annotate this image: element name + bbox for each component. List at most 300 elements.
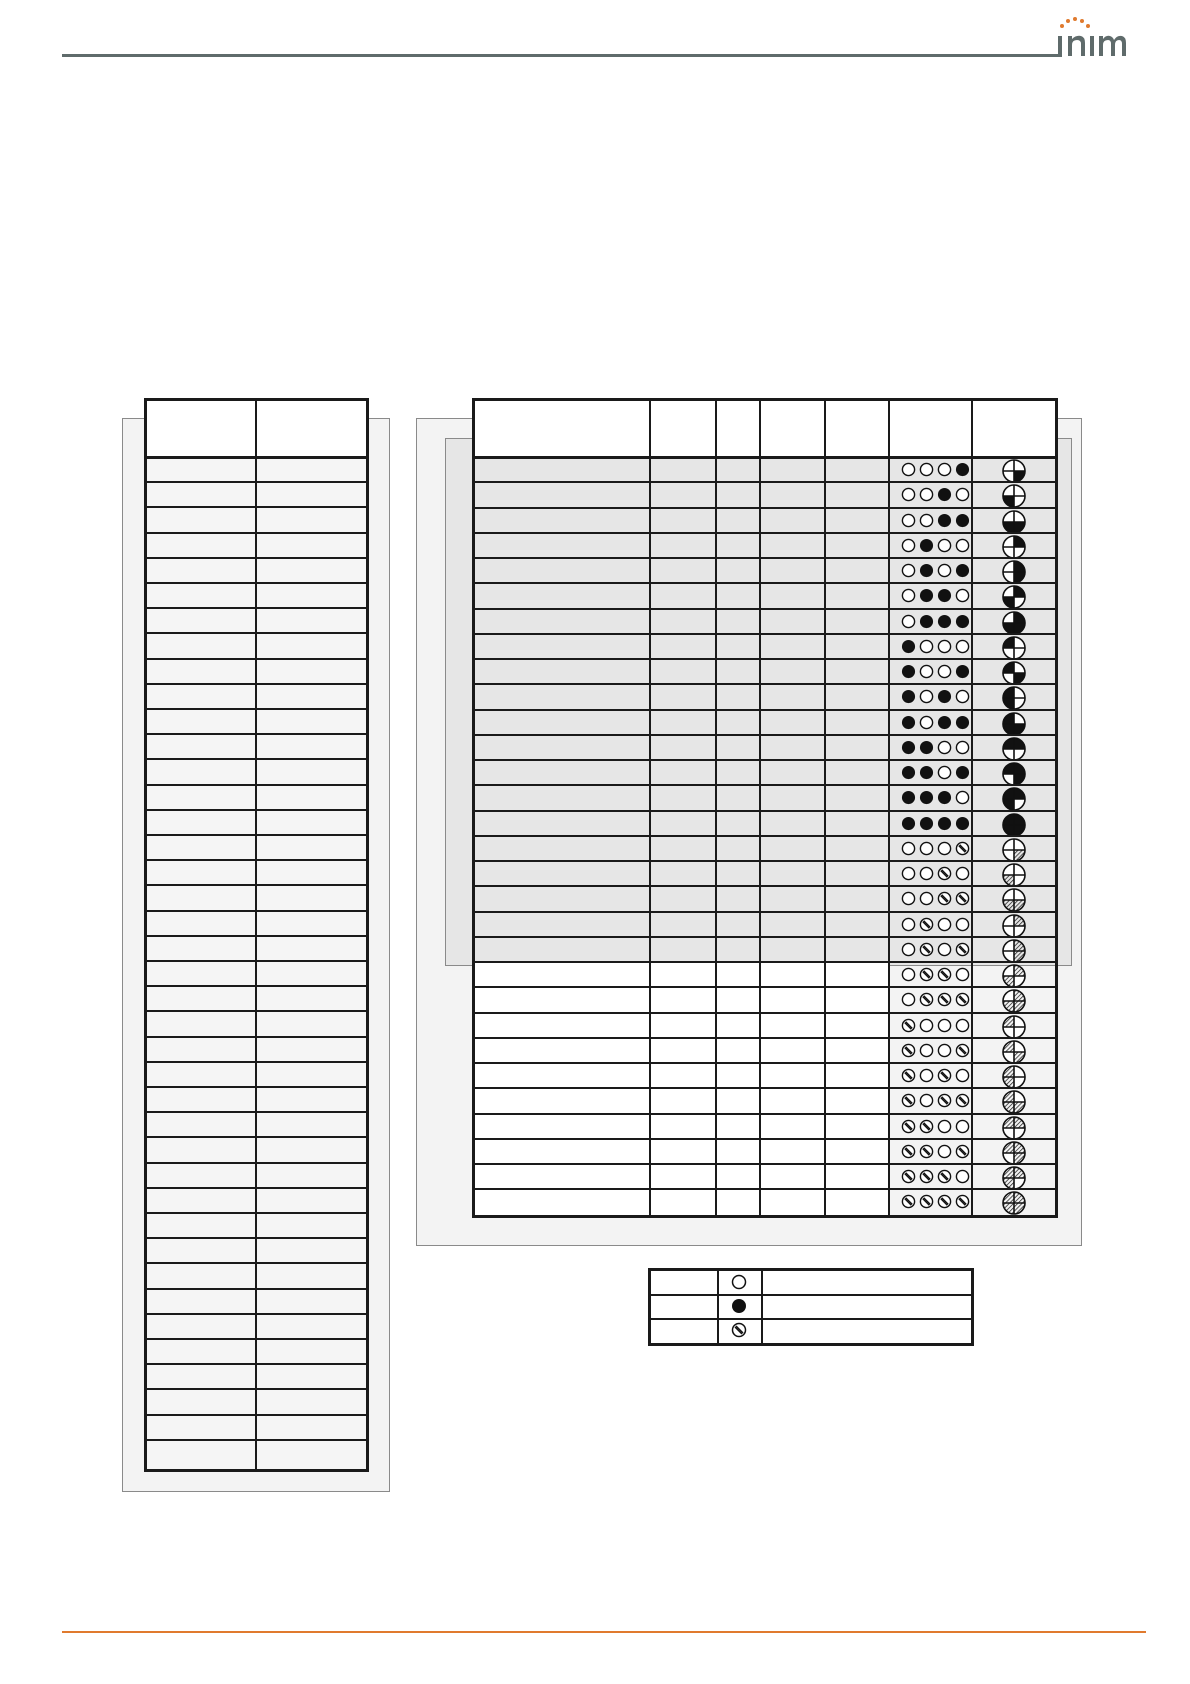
filled-dot-icon <box>955 816 970 831</box>
quadrant-indicator-icon <box>1001 1039 1027 1065</box>
filled-dot-icon <box>955 614 970 629</box>
open-dot-icon <box>919 1043 934 1058</box>
quadrant-indicator-icon <box>1001 913 1027 939</box>
table-row <box>475 862 888 887</box>
table-row <box>475 963 888 988</box>
table-row <box>475 761 888 786</box>
open-dot-icon <box>919 891 934 906</box>
hatched-dot-icon <box>901 1068 916 1083</box>
open-dot-icon <box>955 639 970 654</box>
dot-pattern <box>901 513 970 528</box>
row-divider <box>147 1237 366 1239</box>
row-divider <box>475 608 1055 610</box>
open-dot-icon <box>937 563 952 578</box>
quadrant-indicator-icon <box>1001 635 1027 661</box>
row-divider <box>475 1012 1055 1014</box>
quadrant-indicator-icon <box>1001 509 1027 535</box>
row-divider <box>147 683 366 685</box>
hatched-dot-icon <box>919 1144 934 1159</box>
open-dot-icon <box>901 992 916 1007</box>
legend-symbol <box>731 1274 747 1295</box>
inim-logo <box>1054 16 1144 60</box>
dot-pattern <box>901 538 970 553</box>
legend-row <box>651 1319 971 1343</box>
row-divider <box>147 632 366 634</box>
open-dot-icon <box>901 841 916 856</box>
row-divider <box>475 481 1055 483</box>
open-dot-icon <box>937 841 952 856</box>
dot-pattern <box>901 1093 970 1108</box>
quadrant-indicator-icon <box>1001 610 1027 636</box>
filled-dot-icon <box>955 664 970 679</box>
left-table <box>144 398 369 1472</box>
open-dot-icon <box>919 513 934 528</box>
open-dot-icon <box>937 942 952 957</box>
open-dot-icon <box>901 967 916 982</box>
row-divider <box>475 734 1055 736</box>
row-divider <box>147 1439 366 1441</box>
quadrant-indicator-icon <box>1001 1014 1027 1040</box>
dot-pattern <box>901 942 970 957</box>
table-row <box>475 786 888 811</box>
table-row <box>475 534 888 559</box>
filled-dot-icon <box>919 816 934 831</box>
filled-dot-icon <box>919 740 934 755</box>
open-dot-icon <box>901 866 916 881</box>
table-row <box>475 913 888 938</box>
dot-pattern <box>901 462 970 477</box>
table-row <box>475 635 888 660</box>
row-divider <box>147 1288 366 1290</box>
open-dot-icon <box>919 487 934 502</box>
quadrant-indicator-icon <box>1001 584 1027 610</box>
row-divider <box>475 532 1055 534</box>
quadrant-indicator-icon <box>1001 736 1027 762</box>
quadrant-indicator-icon <box>1001 963 1027 989</box>
row-divider <box>147 1111 366 1113</box>
row-divider <box>651 1294 971 1296</box>
column-divider <box>759 401 761 1215</box>
row-divider <box>147 658 366 660</box>
open-dot-icon <box>901 891 916 906</box>
dot-pattern <box>901 841 970 856</box>
open-dot-icon <box>901 917 916 932</box>
quadrant-indicator-icon <box>1001 1165 1027 1191</box>
open-dot-icon <box>955 487 970 502</box>
filled-dot-icon <box>901 639 916 654</box>
dot-pattern <box>901 917 970 932</box>
hatched-dot-icon <box>901 1194 916 1209</box>
header-rule <box>62 54 1062 57</box>
filled-dot-icon <box>937 790 952 805</box>
dot-pattern <box>901 967 970 982</box>
table-row <box>475 1089 888 1114</box>
hatched-dot-icon <box>937 1068 952 1083</box>
row-divider <box>475 1062 1055 1064</box>
table-row <box>475 584 888 609</box>
table-row <box>475 1064 888 1089</box>
symbol-legend <box>648 1268 974 1346</box>
table-row <box>475 711 888 736</box>
filled-dot-icon <box>937 513 952 528</box>
hatched-dot-icon <box>955 1093 970 1108</box>
filled-dot-icon <box>919 588 934 603</box>
hatched-dot-icon <box>955 1043 970 1058</box>
open-dot-icon <box>901 538 916 553</box>
hatched-dot-icon <box>937 891 952 906</box>
open-dot-icon <box>955 967 970 982</box>
row-divider <box>147 1388 366 1390</box>
open-dot-icon <box>937 462 952 477</box>
dot-pattern <box>901 1194 970 1209</box>
row-divider <box>475 810 1055 812</box>
open-dot-icon <box>919 664 934 679</box>
row-divider <box>475 936 1055 938</box>
hatched-dot-icon <box>937 1194 952 1209</box>
open-dot-icon <box>901 462 916 477</box>
open-dot-icon <box>901 487 916 502</box>
row-divider <box>147 1010 366 1012</box>
filled-dot-icon <box>937 715 952 730</box>
dot-pattern <box>901 689 970 704</box>
open-dot-icon <box>937 1043 952 1058</box>
hatched-dot-icon <box>919 1119 934 1134</box>
header-divider <box>147 456 366 459</box>
legend-row <box>651 1295 971 1319</box>
hatched-dot-icon <box>919 967 934 982</box>
row-divider <box>147 1338 366 1340</box>
row-divider <box>147 557 366 559</box>
hatched-dot-icon <box>937 1093 952 1108</box>
hatched-dot-icon <box>937 992 952 1007</box>
hatched-dot-icon <box>919 1169 934 1184</box>
quadrant-indicator-icon <box>1001 812 1027 838</box>
open-dot-icon <box>937 538 952 553</box>
hatched-dot-icon <box>901 1119 916 1134</box>
table-row <box>475 1190 888 1215</box>
filled-dot-icon <box>937 614 952 629</box>
dot-pattern <box>901 614 970 629</box>
hatched-dot-icon <box>919 1194 934 1209</box>
quadrant-indicator-icon <box>1001 887 1027 913</box>
hatched-dot-icon <box>955 992 970 1007</box>
filled-dot-icon <box>937 689 952 704</box>
open-dot-icon <box>919 715 934 730</box>
hatched-dot-icon <box>901 1018 916 1033</box>
open-dot-icon <box>901 513 916 528</box>
row-divider <box>475 709 1055 711</box>
quadrant-indicator-icon <box>1001 761 1027 787</box>
row-divider <box>147 708 366 710</box>
row-divider <box>475 1138 1055 1140</box>
filled-dot-icon <box>901 765 916 780</box>
open-dot-icon <box>937 639 952 654</box>
column-divider <box>824 401 826 1215</box>
row-divider <box>147 834 366 836</box>
filled-dot-icon <box>937 487 952 502</box>
filled-dot-icon <box>901 715 916 730</box>
dot-pattern <box>901 715 970 730</box>
quadrant-indicator-icon <box>1001 1115 1027 1141</box>
row-divider <box>475 1188 1055 1190</box>
open-dot-icon <box>919 1068 934 1083</box>
dot-pattern <box>901 740 970 755</box>
quadrant-cell <box>1001 1190 1027 1221</box>
inim-logo-graphic <box>1054 16 1144 60</box>
row-divider <box>147 582 366 584</box>
column-divider <box>888 401 890 1215</box>
footer-rule <box>62 1631 1146 1633</box>
quadrant-indicator-icon <box>1001 988 1027 1014</box>
row-divider <box>651 1318 971 1320</box>
filled-dot-icon <box>919 790 934 805</box>
table-row <box>475 483 888 508</box>
filled-dot-icon <box>919 563 934 578</box>
row-divider <box>147 733 366 735</box>
row-divider <box>475 683 1055 685</box>
right-table <box>472 398 1058 1218</box>
dot-pattern <box>901 866 970 881</box>
open-dot-icon <box>919 1018 934 1033</box>
open-dot-icon <box>955 1169 970 1184</box>
dot-pattern <box>901 1068 970 1083</box>
row-divider <box>147 784 366 786</box>
quadrant-indicator-icon <box>1001 862 1027 888</box>
row-divider <box>475 961 1055 963</box>
row-divider <box>475 860 1055 862</box>
open-dot-icon <box>955 689 970 704</box>
filled-dot-icon <box>901 740 916 755</box>
row-divider <box>475 557 1055 559</box>
row-divider <box>147 1086 366 1088</box>
filled-dot-icon <box>955 563 970 578</box>
row-divider <box>147 1061 366 1063</box>
filled-dot-icon <box>919 765 934 780</box>
dot-pattern <box>901 1119 970 1134</box>
filled-dot-icon <box>955 715 970 730</box>
filled-dot-icon <box>919 614 934 629</box>
dot-pattern <box>901 1144 970 1159</box>
table-row <box>475 1039 888 1064</box>
filled-dot-icon <box>901 664 916 679</box>
open-dot-icon <box>919 462 934 477</box>
hatched-dot-icon <box>955 1194 970 1209</box>
column-divider <box>649 401 651 1215</box>
table-row <box>475 685 888 710</box>
row-divider <box>147 607 366 609</box>
open-dot-icon <box>955 917 970 932</box>
filled-dot-icon <box>901 790 916 805</box>
table-row <box>475 458 888 483</box>
dot-pattern <box>901 487 970 502</box>
filled-dot-icon <box>919 538 934 553</box>
dot-pattern <box>901 992 970 1007</box>
table-row <box>475 1140 888 1165</box>
row-divider <box>147 1313 366 1315</box>
table-row <box>475 938 888 963</box>
open-dot-icon <box>731 1274 747 1290</box>
open-dot-icon <box>937 664 952 679</box>
row-divider <box>147 1187 366 1189</box>
open-dot-icon <box>955 1068 970 1083</box>
row-divider <box>475 759 1055 761</box>
header-divider <box>475 456 1055 459</box>
open-dot-icon <box>901 588 916 603</box>
row-divider <box>475 633 1055 635</box>
table-row <box>475 559 888 584</box>
row-divider <box>147 532 366 534</box>
dot-pattern <box>901 664 970 679</box>
dot-pattern <box>901 563 970 578</box>
dot-pattern <box>901 1169 970 1184</box>
open-dot-icon <box>937 1119 952 1134</box>
row-divider <box>147 1162 366 1164</box>
legend-symbol <box>731 1298 747 1319</box>
table-row <box>475 509 888 534</box>
open-dot-icon <box>937 1144 952 1159</box>
quadrant-indicator-icon <box>1001 1190 1027 1216</box>
quadrant-indicator-icon <box>1001 1140 1027 1166</box>
open-dot-icon <box>955 790 970 805</box>
quadrant-indicator-icon <box>1001 786 1027 812</box>
open-dot-icon <box>955 866 970 881</box>
right-table-header <box>475 401 1055 456</box>
open-dot-icon <box>955 1018 970 1033</box>
table-row <box>475 660 888 685</box>
open-dot-icon <box>919 841 934 856</box>
row-divider <box>475 835 1055 837</box>
quadrant-indicator-icon <box>1001 534 1027 560</box>
quadrant-indicator-icon <box>1001 1064 1027 1090</box>
quadrant-indicator-icon <box>1001 711 1027 737</box>
table-row <box>475 1014 888 1039</box>
hatched-dot-icon <box>901 1093 916 1108</box>
hatched-dot-icon <box>901 1169 916 1184</box>
column-divider <box>971 401 973 1215</box>
row-divider <box>475 986 1055 988</box>
hatched-dot-icon <box>937 1169 952 1184</box>
table-row <box>475 1115 888 1140</box>
quadrant-indicator-icon <box>1001 559 1027 585</box>
row-divider <box>475 1037 1055 1039</box>
table-row <box>475 988 888 1013</box>
hatched-dot-icon <box>901 1043 916 1058</box>
open-dot-icon <box>937 1018 952 1033</box>
open-dot-icon <box>955 740 970 755</box>
hatched-dot-icon <box>919 917 934 932</box>
open-dot-icon <box>919 1093 934 1108</box>
quadrant-indicator-icon <box>1001 1089 1027 1115</box>
filled-dot-icon <box>937 816 952 831</box>
row-divider <box>475 885 1055 887</box>
row-divider <box>475 1087 1055 1089</box>
open-dot-icon <box>919 689 934 704</box>
row-divider <box>475 1163 1055 1165</box>
table-row <box>475 1165 888 1190</box>
row-divider <box>147 506 366 508</box>
filled-dot-icon <box>937 588 952 603</box>
filled-dot-icon <box>901 689 916 704</box>
quadrant-indicator-icon <box>1001 837 1027 863</box>
column-divider <box>715 401 717 1215</box>
filled-dot-icon <box>731 1298 747 1314</box>
row-divider <box>475 911 1055 913</box>
row-divider <box>147 809 366 811</box>
row-divider <box>475 582 1055 584</box>
dot-pattern <box>901 891 970 906</box>
dot-pattern <box>901 816 970 831</box>
filled-dot-icon <box>955 513 970 528</box>
row-divider <box>147 859 366 861</box>
quadrant-indicator-icon <box>1001 685 1027 711</box>
hatched-dot-icon <box>901 1144 916 1159</box>
open-dot-icon <box>937 740 952 755</box>
dot-pattern <box>901 790 970 805</box>
open-dot-icon <box>919 866 934 881</box>
row-divider <box>475 507 1055 509</box>
legend-row <box>651 1271 971 1295</box>
hatched-dot-icon <box>731 1322 747 1338</box>
quadrant-indicator-icon <box>1001 660 1027 686</box>
column-divider <box>761 1271 763 1343</box>
row-divider <box>147 910 366 912</box>
hatched-dot-icon <box>955 1144 970 1159</box>
hatched-dot-icon <box>937 967 952 982</box>
dot-pattern <box>901 588 970 603</box>
table-row <box>475 837 888 862</box>
open-dot-icon <box>937 917 952 932</box>
row-divider <box>475 1113 1055 1115</box>
open-dot-icon <box>955 588 970 603</box>
open-dot-icon <box>955 538 970 553</box>
hatched-dot-icon <box>919 942 934 957</box>
row-divider <box>147 1212 366 1214</box>
row-divider <box>475 658 1055 660</box>
quadrant-indicator-icon <box>1001 458 1027 484</box>
row-divider <box>147 481 366 483</box>
open-dot-icon <box>955 1119 970 1134</box>
hatched-dot-icon <box>955 891 970 906</box>
quadrant-indicator-icon <box>1001 938 1027 964</box>
hatched-dot-icon <box>955 942 970 957</box>
legend-symbol <box>731 1322 747 1343</box>
row-divider <box>147 884 366 886</box>
row-divider <box>147 1036 366 1038</box>
hatched-dot-icon <box>919 992 934 1007</box>
hatched-dot-icon <box>955 841 970 856</box>
row-divider <box>147 758 366 760</box>
table-row <box>475 887 888 912</box>
row-divider <box>147 985 366 987</box>
row-divider <box>475 784 1055 786</box>
dot-pattern <box>901 765 970 780</box>
row-divider <box>147 1262 366 1264</box>
row-divider <box>147 1136 366 1138</box>
open-dot-icon <box>901 614 916 629</box>
open-dot-icon <box>937 765 952 780</box>
row-divider <box>147 960 366 962</box>
table-row <box>475 812 888 837</box>
dot-pattern <box>901 1018 970 1033</box>
row-divider <box>147 1414 366 1416</box>
filled-dot-icon <box>901 816 916 831</box>
open-dot-icon <box>901 942 916 957</box>
table-row <box>475 736 888 761</box>
hatched-dot-icon <box>937 866 952 881</box>
row-divider <box>147 1363 366 1365</box>
dot-pattern <box>901 1043 970 1058</box>
filled-dot-icon <box>955 765 970 780</box>
